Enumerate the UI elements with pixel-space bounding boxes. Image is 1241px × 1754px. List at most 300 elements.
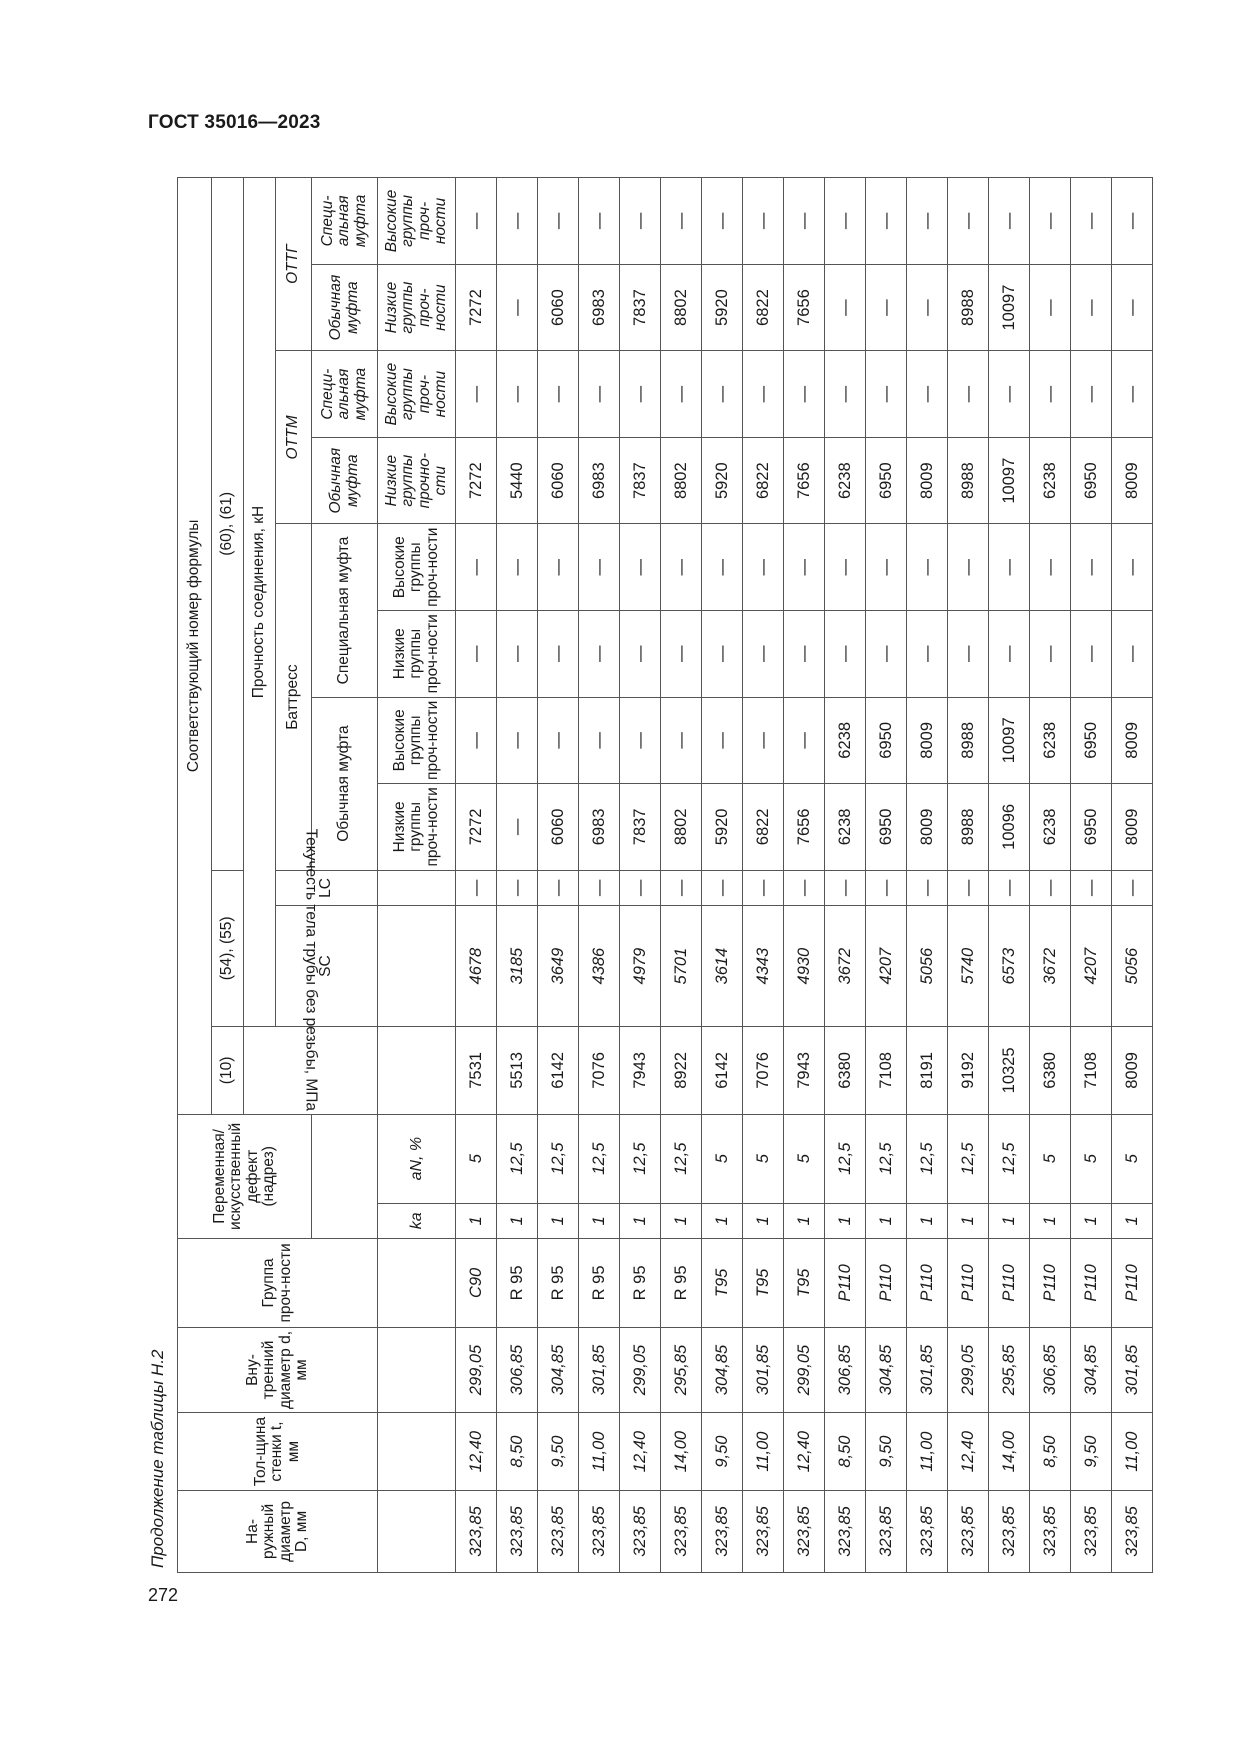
cell-buttress-regular-high: 6950: [866, 697, 907, 784]
table-row: [907, 178, 948, 1573]
cell-grade: C90: [456, 1239, 497, 1328]
cell-buttress-special-low: —: [989, 611, 1030, 698]
cell-ottm-special: —: [1071, 351, 1112, 438]
cell-ottg-regular: —: [497, 264, 538, 351]
cell-grade: P110: [907, 1239, 948, 1328]
cell-lc: —: [948, 870, 989, 906]
header-defect: Переменная/ искусственный дефект (надрез): [178, 1114, 312, 1238]
header-ottm-regular: Обычная муфта: [312, 437, 378, 524]
cell-ottg-regular: 7837: [620, 264, 661, 351]
cell-ottg-special: —: [497, 178, 538, 265]
cell-buttress-special-high: —: [702, 524, 743, 611]
cell-ottm-regular: 7656: [784, 437, 825, 524]
cell-buttress-special-high: —: [907, 524, 948, 611]
cell-wall: 11,00: [579, 1413, 620, 1491]
cell-ottm-special: —: [907, 351, 948, 438]
header-buttress-special-high: Высокие группы проч-ности: [378, 524, 456, 611]
cell-grade: R 95: [538, 1239, 579, 1328]
header-empty-lc: [378, 870, 456, 906]
cell-buttress-special-low: —: [948, 611, 989, 698]
cell-buttress-regular-high: —: [702, 697, 743, 784]
cell-grade: R 95: [579, 1239, 620, 1328]
cell-lc: —: [825, 870, 866, 906]
cell-grade: P110: [1071, 1239, 1112, 1328]
header-body-yield: Текучесть тела трубы без резьбы, МПа: [244, 1027, 378, 1115]
table-row: [1071, 178, 1112, 1573]
cell-ottm-regular: 8802: [661, 437, 702, 524]
cell-inner-diameter: 306,85: [1030, 1327, 1071, 1412]
table-header: [178, 178, 456, 1573]
table-row: [620, 178, 661, 1573]
cell-an: 12,5: [620, 1114, 661, 1203]
cell-buttress-regular-low: 6950: [1071, 784, 1112, 871]
cell-an: 12,5: [497, 1114, 538, 1203]
cell-inner-diameter: 304,85: [702, 1327, 743, 1412]
cell-lc: —: [456, 870, 497, 906]
cell-buttress-regular-high: —: [661, 697, 702, 784]
cell-wall: 8,50: [497, 1413, 538, 1491]
cell-wall: 14,00: [661, 1413, 702, 1491]
cell-wall: 8,50: [1030, 1413, 1071, 1491]
header-empty-yield: [378, 1027, 456, 1115]
cell-ottm-regular: 8009: [907, 437, 948, 524]
cell-body-yield: 5513: [497, 1027, 538, 1115]
cell-buttress-special-high: —: [1112, 524, 1153, 611]
cell-ottm-regular: 6822: [743, 437, 784, 524]
header-empty-din: [378, 1327, 456, 1412]
cell-ka: 1: [1071, 1203, 1112, 1239]
cell-ottg-special: —: [907, 178, 948, 265]
cell-sc: 4979: [620, 906, 661, 1027]
cell-ottm-regular: 6950: [1071, 437, 1112, 524]
cell-ottg-special: —: [620, 178, 661, 265]
cell-buttress-regular-high: 6238: [1030, 697, 1071, 784]
cell-buttress-regular-high: —: [579, 697, 620, 784]
cell-buttress-special-low: —: [538, 611, 579, 698]
header-strength-grade: Группа проч-ности: [178, 1239, 378, 1328]
cell-buttress-special-high: —: [456, 524, 497, 611]
cell-buttress-regular-low: 6822: [743, 784, 784, 871]
header-ottm: ОТТМ: [276, 351, 312, 524]
cell-buttress-regular-high: —: [538, 697, 579, 784]
cell-lc: —: [866, 870, 907, 906]
cell-body-yield: 8191: [907, 1027, 948, 1115]
cell-buttress-regular-low: 6983: [579, 784, 620, 871]
cell-ottm-special: —: [989, 351, 1030, 438]
cell-lc: —: [907, 870, 948, 906]
cell-ottm-special: —: [497, 351, 538, 438]
cell-body-yield: 10325: [989, 1027, 1030, 1115]
cell-sc: 4207: [1071, 906, 1112, 1027]
cell-ottg-special: —: [1112, 178, 1153, 265]
header-buttress: Баттресс: [276, 524, 312, 870]
cell-grade: T95: [784, 1239, 825, 1328]
cell-wall: 8,50: [825, 1413, 866, 1491]
table-row: [661, 178, 702, 1573]
cell-inner-diameter: 301,85: [743, 1327, 784, 1412]
cell-buttress-regular-high: —: [784, 697, 825, 784]
cell-sc: 3614: [702, 906, 743, 1027]
header-ottg-high: Высокие группы проч-ности: [378, 178, 456, 265]
cell-outer-diameter: 323,85: [784, 1490, 825, 1572]
cell-buttress-regular-low: 6238: [1030, 784, 1071, 871]
cell-body-yield: 7531: [456, 1027, 497, 1115]
table-body: [456, 178, 1153, 1573]
cell-ottm-regular: 6983: [579, 437, 620, 524]
cell-ottm-regular: 7837: [620, 437, 661, 524]
cell-sc: 4930: [784, 906, 825, 1027]
cell-outer-diameter: 323,85: [661, 1490, 702, 1572]
cell-buttress-special-high: —: [538, 524, 579, 611]
cell-buttress-regular-high: 10097: [989, 697, 1030, 784]
cell-sc: 4386: [579, 906, 620, 1027]
cell-an: 5: [456, 1114, 497, 1203]
table-row: [784, 178, 825, 1573]
cell-ottm-regular: 6238: [1030, 437, 1071, 524]
cell-wall: 11,00: [743, 1413, 784, 1491]
cell-ottm-regular: 6950: [866, 437, 907, 524]
cell-lc: —: [989, 870, 1030, 906]
cell-buttress-regular-high: —: [497, 697, 538, 784]
cell-wall: 12,40: [784, 1413, 825, 1491]
cell-outer-diameter: 323,85: [702, 1490, 743, 1572]
cell-buttress-special-high: —: [579, 524, 620, 611]
cell-ottg-regular: —: [1030, 264, 1071, 351]
cell-buttress-special-low: —: [579, 611, 620, 698]
cell-wall: 11,00: [907, 1413, 948, 1491]
cell-ottg-regular: —: [866, 264, 907, 351]
cell-outer-diameter: 323,85: [456, 1490, 497, 1572]
cell-sc: 5056: [907, 906, 948, 1027]
header-ka-placeholder: [312, 1114, 378, 1238]
cell-buttress-regular-high: 8988: [948, 697, 989, 784]
cell-sc: 6573: [989, 906, 1030, 1027]
cell-ottm-special: —: [1112, 351, 1153, 438]
cell-ottg-regular: 6060: [538, 264, 579, 351]
cell-ottg-regular: 6822: [743, 264, 784, 351]
cell-buttress-special-low: —: [497, 611, 538, 698]
cell-ottg-regular: 8802: [661, 264, 702, 351]
cell-an: 12,5: [948, 1114, 989, 1203]
cell-ottg-special: —: [825, 178, 866, 265]
cell-outer-diameter: 323,85: [1030, 1490, 1071, 1572]
cell-sc: 3672: [825, 906, 866, 1027]
cell-buttress-regular-low: 5920: [702, 784, 743, 871]
header-ottm-low: Низкие группы прочно-сти: [378, 437, 456, 524]
cell-ottg-special: —: [989, 178, 1030, 265]
cell-lc: —: [538, 870, 579, 906]
cell-inner-diameter: 306,85: [825, 1327, 866, 1412]
cell-an: 5: [743, 1114, 784, 1203]
cell-lc: —: [1030, 870, 1071, 906]
cell-body-yield: 6142: [702, 1027, 743, 1115]
cell-buttress-special-low: —: [907, 611, 948, 698]
cell-an: 5: [784, 1114, 825, 1203]
table-row: [702, 178, 743, 1573]
cell-grade: P110: [825, 1239, 866, 1328]
cell-ottm-regular: 8988: [948, 437, 989, 524]
cell-buttress-regular-low: 6060: [538, 784, 579, 871]
cell-buttress-special-high: —: [989, 524, 1030, 611]
cell-inner-diameter: 304,85: [866, 1327, 907, 1412]
cell-ottg-regular: —: [825, 264, 866, 351]
header-formula-10: (10): [212, 1027, 244, 1115]
cell-ka: 1: [784, 1203, 825, 1239]
cell-ottm-regular: 7272: [456, 437, 497, 524]
cell-buttress-special-high: —: [743, 524, 784, 611]
cell-ottg-regular: —: [1071, 264, 1112, 351]
data-table: [177, 177, 1153, 1573]
cell-ottm-special: —: [620, 351, 661, 438]
cell-inner-diameter: 299,05: [456, 1327, 497, 1412]
cell-inner-diameter: 299,05: [620, 1327, 661, 1412]
table-row: [579, 178, 620, 1573]
table-row: [866, 178, 907, 1573]
cell-outer-diameter: 323,85: [907, 1490, 948, 1572]
cell-buttress-regular-low: 6238: [825, 784, 866, 871]
cell-ottg-special: —: [1071, 178, 1112, 265]
table-row: [1030, 178, 1071, 1573]
cell-buttress-regular-low: 7656: [784, 784, 825, 871]
cell-wall: 12,40: [948, 1413, 989, 1491]
cell-ottg-regular: 8988: [948, 264, 989, 351]
cell-body-yield: 7943: [620, 1027, 661, 1115]
cell-buttress-special-low: —: [825, 611, 866, 698]
cell-an: 5: [1071, 1114, 1112, 1203]
cell-ka: 1: [907, 1203, 948, 1239]
cell-ottg-special: —: [866, 178, 907, 265]
cell-ottg-regular: 7272: [456, 264, 497, 351]
cell-outer-diameter: 323,85: [579, 1490, 620, 1572]
table-row: [825, 178, 866, 1573]
cell-inner-diameter: 295,85: [989, 1327, 1030, 1412]
cell-buttress-special-high: —: [620, 524, 661, 611]
cell-wall: 9,50: [1071, 1413, 1112, 1491]
cell-ottg-special: —: [538, 178, 579, 265]
header-ottg-special: Специ-альная муфта: [312, 178, 378, 265]
cell-ottg-special: —: [1030, 178, 1071, 265]
cell-ottm-special: —: [702, 351, 743, 438]
header-ottg: ОТТГ: [276, 178, 312, 351]
cell-outer-diameter: 323,85: [1112, 1490, 1153, 1572]
header-ottg-low: Низкие группы проч-ности: [378, 264, 456, 351]
cell-outer-diameter: 323,85: [538, 1490, 579, 1572]
cell-outer-diameter: 323,85: [825, 1490, 866, 1572]
cell-buttress-regular-high: —: [743, 697, 784, 784]
cell-outer-diameter: 323,85: [743, 1490, 784, 1572]
cell-an: 12,5: [866, 1114, 907, 1203]
header-formula-number: Соответствующий номер формулы: [178, 178, 212, 1115]
header-inner-diameter: Вну-тренний диаметр d, мм: [178, 1327, 378, 1412]
header-wall-thickness: Тол-щина стенки t, мм: [178, 1413, 378, 1491]
cell-grade: R 95: [661, 1239, 702, 1328]
cell-ottg-special: —: [784, 178, 825, 265]
header-ottm-high: Высокие группы проч-ности: [378, 351, 456, 438]
rotated-table-wrapper: [177, 177, 1153, 1573]
cell-buttress-regular-low: 7272: [456, 784, 497, 871]
cell-buttress-regular-low: 8802: [661, 784, 702, 871]
cell-ottg-special: —: [948, 178, 989, 265]
header-ottm-special: Специ-альная муфта: [312, 351, 378, 438]
cell-sc: 4343: [743, 906, 784, 1027]
cell-ottm-special: —: [661, 351, 702, 438]
cell-ka: 1: [1112, 1203, 1153, 1239]
cell-buttress-regular-high: 8009: [907, 697, 948, 784]
header-ka: ka: [378, 1203, 456, 1239]
cell-ka: 1: [702, 1203, 743, 1239]
page-number: 272: [148, 1585, 179, 1605]
cell-buttress-regular-low: 6950: [866, 784, 907, 871]
cell-ottg-regular: 5920: [702, 264, 743, 351]
cell-buttress-regular-high: 6950: [1071, 697, 1112, 784]
cell-ka: 1: [825, 1203, 866, 1239]
cell-ka: 1: [661, 1203, 702, 1239]
cell-body-yield: 7108: [866, 1027, 907, 1115]
cell-ka: 1: [866, 1203, 907, 1239]
table-row: [743, 178, 784, 1573]
cell-sc: 3185: [497, 906, 538, 1027]
cell-sc: 4207: [866, 906, 907, 1027]
cell-ottm-special: —: [784, 351, 825, 438]
cell-grade: P110: [1030, 1239, 1071, 1328]
cell-buttress-special-low: —: [456, 611, 497, 698]
cell-sc: 5056: [1112, 906, 1153, 1027]
cell-wall: 11,00: [1112, 1413, 1153, 1491]
cell-grade: R 95: [497, 1239, 538, 1328]
document-standard-id: ГОСТ 35016—2023: [148, 112, 321, 133]
cell-outer-diameter: 323,85: [948, 1490, 989, 1572]
cell-buttress-regular-low: 8009: [1112, 784, 1153, 871]
cell-inner-diameter: 301,85: [1112, 1327, 1153, 1412]
cell-wall: 12,40: [456, 1413, 497, 1491]
cell-grade: T95: [743, 1239, 784, 1328]
cell-ottm-special: —: [1030, 351, 1071, 438]
cell-ottm-special: —: [825, 351, 866, 438]
cell-an: 5: [702, 1114, 743, 1203]
cell-buttress-regular-low: 10096: [989, 784, 1030, 871]
header-empty-grade: [378, 1239, 456, 1328]
cell-body-yield: 7076: [743, 1027, 784, 1115]
cell-ottg-regular: 10097: [989, 264, 1030, 351]
cell-body-yield: 7076: [579, 1027, 620, 1115]
cell-lc: —: [1112, 870, 1153, 906]
cell-buttress-special-low: —: [1071, 611, 1112, 698]
header-empty-d: [378, 1490, 456, 1572]
table-row: [989, 178, 1030, 1573]
cell-ottm-regular: 6060: [538, 437, 579, 524]
cell-buttress-special-high: —: [825, 524, 866, 611]
table-row: [948, 178, 989, 1573]
cell-lc: —: [702, 870, 743, 906]
cell-buttress-special-high: —: [784, 524, 825, 611]
header-buttress-special-low: Низкие группы проч-ности: [378, 611, 456, 698]
cell-buttress-special-high: —: [661, 524, 702, 611]
header-buttress-regular: Обычная муфта: [312, 697, 378, 870]
cell-wall: 9,50: [538, 1413, 579, 1491]
cell-buttress-regular-low: 7837: [620, 784, 661, 871]
cell-buttress-special-low: —: [784, 611, 825, 698]
cell-ottm-special: —: [456, 351, 497, 438]
cell-lc: —: [579, 870, 620, 906]
cell-body-yield: 7943: [784, 1027, 825, 1115]
cell-inner-diameter: 301,85: [907, 1327, 948, 1412]
cell-buttress-special-low: —: [1112, 611, 1153, 698]
cell-buttress-special-low: —: [661, 611, 702, 698]
cell-inner-diameter: 301,85: [579, 1327, 620, 1412]
cell-body-yield: 6380: [825, 1027, 866, 1115]
cell-lc: —: [620, 870, 661, 906]
table-row: [456, 178, 497, 1573]
cell-wall: 14,00: [989, 1413, 1030, 1491]
cell-wall: 9,50: [866, 1413, 907, 1491]
cell-inner-diameter: 304,85: [538, 1327, 579, 1412]
cell-ka: 1: [456, 1203, 497, 1239]
cell-buttress-regular-high: —: [456, 697, 497, 784]
cell-inner-diameter: 306,85: [497, 1327, 538, 1412]
cell-buttress-special-low: —: [1030, 611, 1071, 698]
cell-ottg-special: —: [456, 178, 497, 265]
cell-body-yield: 7108: [1071, 1027, 1112, 1115]
header-empty-sc: [378, 906, 456, 1027]
cell-lc: —: [1071, 870, 1112, 906]
cell-buttress-regular-high: 6238: [825, 697, 866, 784]
cell-ottm-special: —: [866, 351, 907, 438]
header-buttress-regular-high: Высокие группы проч-ности: [378, 697, 456, 784]
cell-lc: —: [784, 870, 825, 906]
cell-buttress-special-high: —: [948, 524, 989, 611]
cell-sc: 3649: [538, 906, 579, 1027]
cell-an: 12,5: [661, 1114, 702, 1203]
cell-buttress-regular-low: 8988: [948, 784, 989, 871]
cell-an: 12,5: [907, 1114, 948, 1203]
header-an: aN, %: [378, 1114, 456, 1203]
cell-ottg-regular: —: [907, 264, 948, 351]
cell-ottg-special: —: [661, 178, 702, 265]
header-ottg-regular: Обычная муфта: [312, 264, 378, 351]
cell-buttress-special-low: —: [702, 611, 743, 698]
cell-an: 5: [1030, 1114, 1071, 1203]
cell-inner-diameter: 299,05: [948, 1327, 989, 1412]
cell-an: 5: [1112, 1114, 1153, 1203]
header-outer-diameter: На-ружный диаметр D, мм: [178, 1490, 378, 1572]
cell-buttress-regular-high: —: [620, 697, 661, 784]
cell-ottm-regular: 10097: [989, 437, 1030, 524]
cell-grade: P110: [1112, 1239, 1153, 1328]
cell-lc: —: [743, 870, 784, 906]
cell-outer-diameter: 323,85: [497, 1490, 538, 1572]
cell-wall: 9,50: [702, 1413, 743, 1491]
header-formula-60-61: (60), (61): [212, 178, 244, 871]
table-row: [497, 178, 538, 1573]
cell-ottg-special: —: [743, 178, 784, 265]
header-buttress-special: Специальная муфта: [312, 524, 378, 697]
cell-ottm-special: —: [538, 351, 579, 438]
cell-ottg-regular: —: [1112, 264, 1153, 351]
cell-outer-diameter: 323,85: [989, 1490, 1030, 1572]
cell-sc: 4678: [456, 906, 497, 1027]
cell-ottm-special: —: [743, 351, 784, 438]
cell-ka: 1: [743, 1203, 784, 1239]
cell-sc: 5701: [661, 906, 702, 1027]
cell-an: 12,5: [579, 1114, 620, 1203]
cell-buttress-special-low: —: [743, 611, 784, 698]
cell-sc: 3672: [1030, 906, 1071, 1027]
cell-ka: 1: [538, 1203, 579, 1239]
header-empty-t: [378, 1413, 456, 1491]
table-row: [538, 178, 579, 1573]
cell-inner-diameter: 295,85: [661, 1327, 702, 1412]
cell-ottg-regular: 6983: [579, 264, 620, 351]
